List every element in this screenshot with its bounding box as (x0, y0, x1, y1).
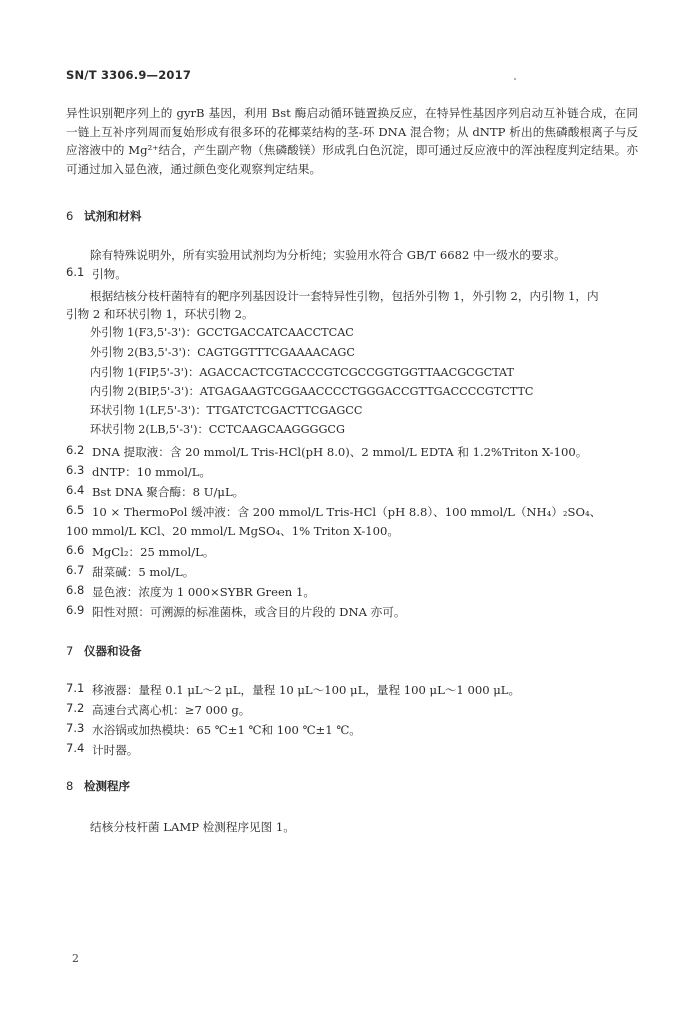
intro-paragraph: 异性识别靶序列上的 gyrB 基因，利用 Bst 酶启动循环链置换反应，在特异性基因序列启动互补链合成，在同一链上互补序列周而复始形成有很多环的花椰菜结构的茎-环 DNA 混合物；从 dNTP 析出的焦磷酸根离子与反应溶液中的 Mg²⁺结合，产生副产物（焦磷酸镁）形成乳白色沉淀，即可通过反应液中的浑浊程度判定结果。亦可通过加入显色液，通过颜色变化观察判定结果。 (66, 106, 638, 177)
item-6-1-number: 6.1 (66, 265, 85, 279)
item-text: 高速台式离心机：≥7 000 g。 (92, 703, 251, 717)
section-6-heading (66, 208, 142, 224)
item-text: 计时器。 (92, 743, 139, 757)
item-number: 6.4 (66, 483, 85, 497)
item-text: 阳性对照：可溯源的标准菌株，或含目的片段的 DNA 亦可。 (92, 605, 406, 619)
item-text: Bst DNA 聚合酶：8 U/μL。 (92, 485, 245, 499)
item-number: 6.2 (66, 443, 85, 457)
item-number: 6.8 (66, 583, 85, 597)
section-7-title: 仪器和设备 (84, 644, 142, 658)
section-7-number: 7 (66, 644, 74, 658)
item-number: 6.9 (66, 603, 85, 617)
section-8-text: 结核分枝杆菌 LAMP 检测程序见图 1。 (90, 820, 295, 834)
primer-line: 内引物 2(BIP,5'-3')：ATGAGAAGTCGGAACCCCTGGGACCGTTGACCCCGTCTTC (90, 385, 534, 398)
item-number: 6.6 (66, 543, 85, 557)
item-text: 水浴锅或加热模块：65 ℃±1 ℃和 100 ℃±1 ℃。 (92, 723, 361, 737)
document-id-header: SN/T 3306.9—2017 (66, 68, 192, 82)
section-7-heading (66, 643, 142, 659)
item-text: DNA 提取液：含 20 mmol/L Tris-HCl(pH 8.0)、2 mmol/L EDTA 和 1.2%Triton X-100。 (92, 445, 588, 459)
item-number: 6.3 (66, 463, 85, 477)
item-text: 10 × ThermoPol 缓冲液：含 200 mmol/L Tris-HCl（pH 8.8）、100 mmol/L（NH₄）₂SO₄、 (92, 505, 602, 519)
item-text: 甜菜碱：5 mol/L。 (92, 565, 195, 579)
item-text: 移液器：量程 0.1 μL～2 μL，量程 10 μL～100 μL，量程 100 μL～1 000 μL。 (92, 683, 521, 697)
page-number: 2 (72, 952, 79, 965)
section-6-number: 6 (66, 209, 74, 223)
item-6-1-desc-line2: 引物 2 和环状引物 1，环状引物 2。 (66, 307, 254, 321)
item-text: 显色液：浓度为 1 000×SYBR Green 1。 (92, 585, 315, 599)
item-6-1-label: 引物。 (92, 267, 127, 281)
scan-speck (514, 78, 516, 80)
item-number: 7.1 (66, 681, 85, 695)
primer-line: 内引物 1(FIP,5'-3')：AGACCACTCGTACCCGTCGCCGGTGGTTAACGCGCTAT (90, 366, 514, 379)
section-6-lead: 除有特殊说明外，所有实验用试剂均为分析纯；实验用水符合 GB/T 6682 中一级水的要求。 (90, 248, 566, 262)
item-number: 6.7 (66, 563, 85, 577)
primer-line: 外引物 2(B3,5'-3')：CAGTGGTTTCGAAAACAGC (90, 346, 355, 359)
item-number: 7.3 (66, 721, 85, 735)
item-number: 6.5 (66, 503, 85, 517)
primer-line: 环状引物 1(LF,5'-3')：TTGATCTCGACTTCGAGCC (90, 404, 363, 417)
item-text: dNTP：10 mmol/L。 (92, 465, 212, 479)
item-number: 7.2 (66, 701, 85, 715)
section-8-heading (66, 778, 130, 794)
item-number: 7.4 (66, 741, 85, 755)
item-text: MgCl₂：25 mmol/L。 (92, 545, 215, 559)
section-6-title: 试剂和材料 (84, 209, 142, 223)
item-text-continuation: 100 mmol/L KCl、20 mmol/L MgSO₄、1% Triton X-100。 (66, 524, 400, 538)
section-8-number: 8 (66, 779, 74, 793)
item-6-1-desc-line1: 根据结核分枝杆菌特有的靶序列基因设计一套特异性引物，包括外引物 1，外引物 2，内引物 1，内 (90, 289, 599, 303)
section-8-title: 检测程序 (84, 779, 130, 793)
primer-line: 环状引物 2(LB,5'-3')：CCTCAAGCAAGGGGCG (90, 423, 345, 436)
primer-line: 外引物 1(F3,5'-3')：GCCTGACCATCAACCTCAC (90, 326, 354, 339)
